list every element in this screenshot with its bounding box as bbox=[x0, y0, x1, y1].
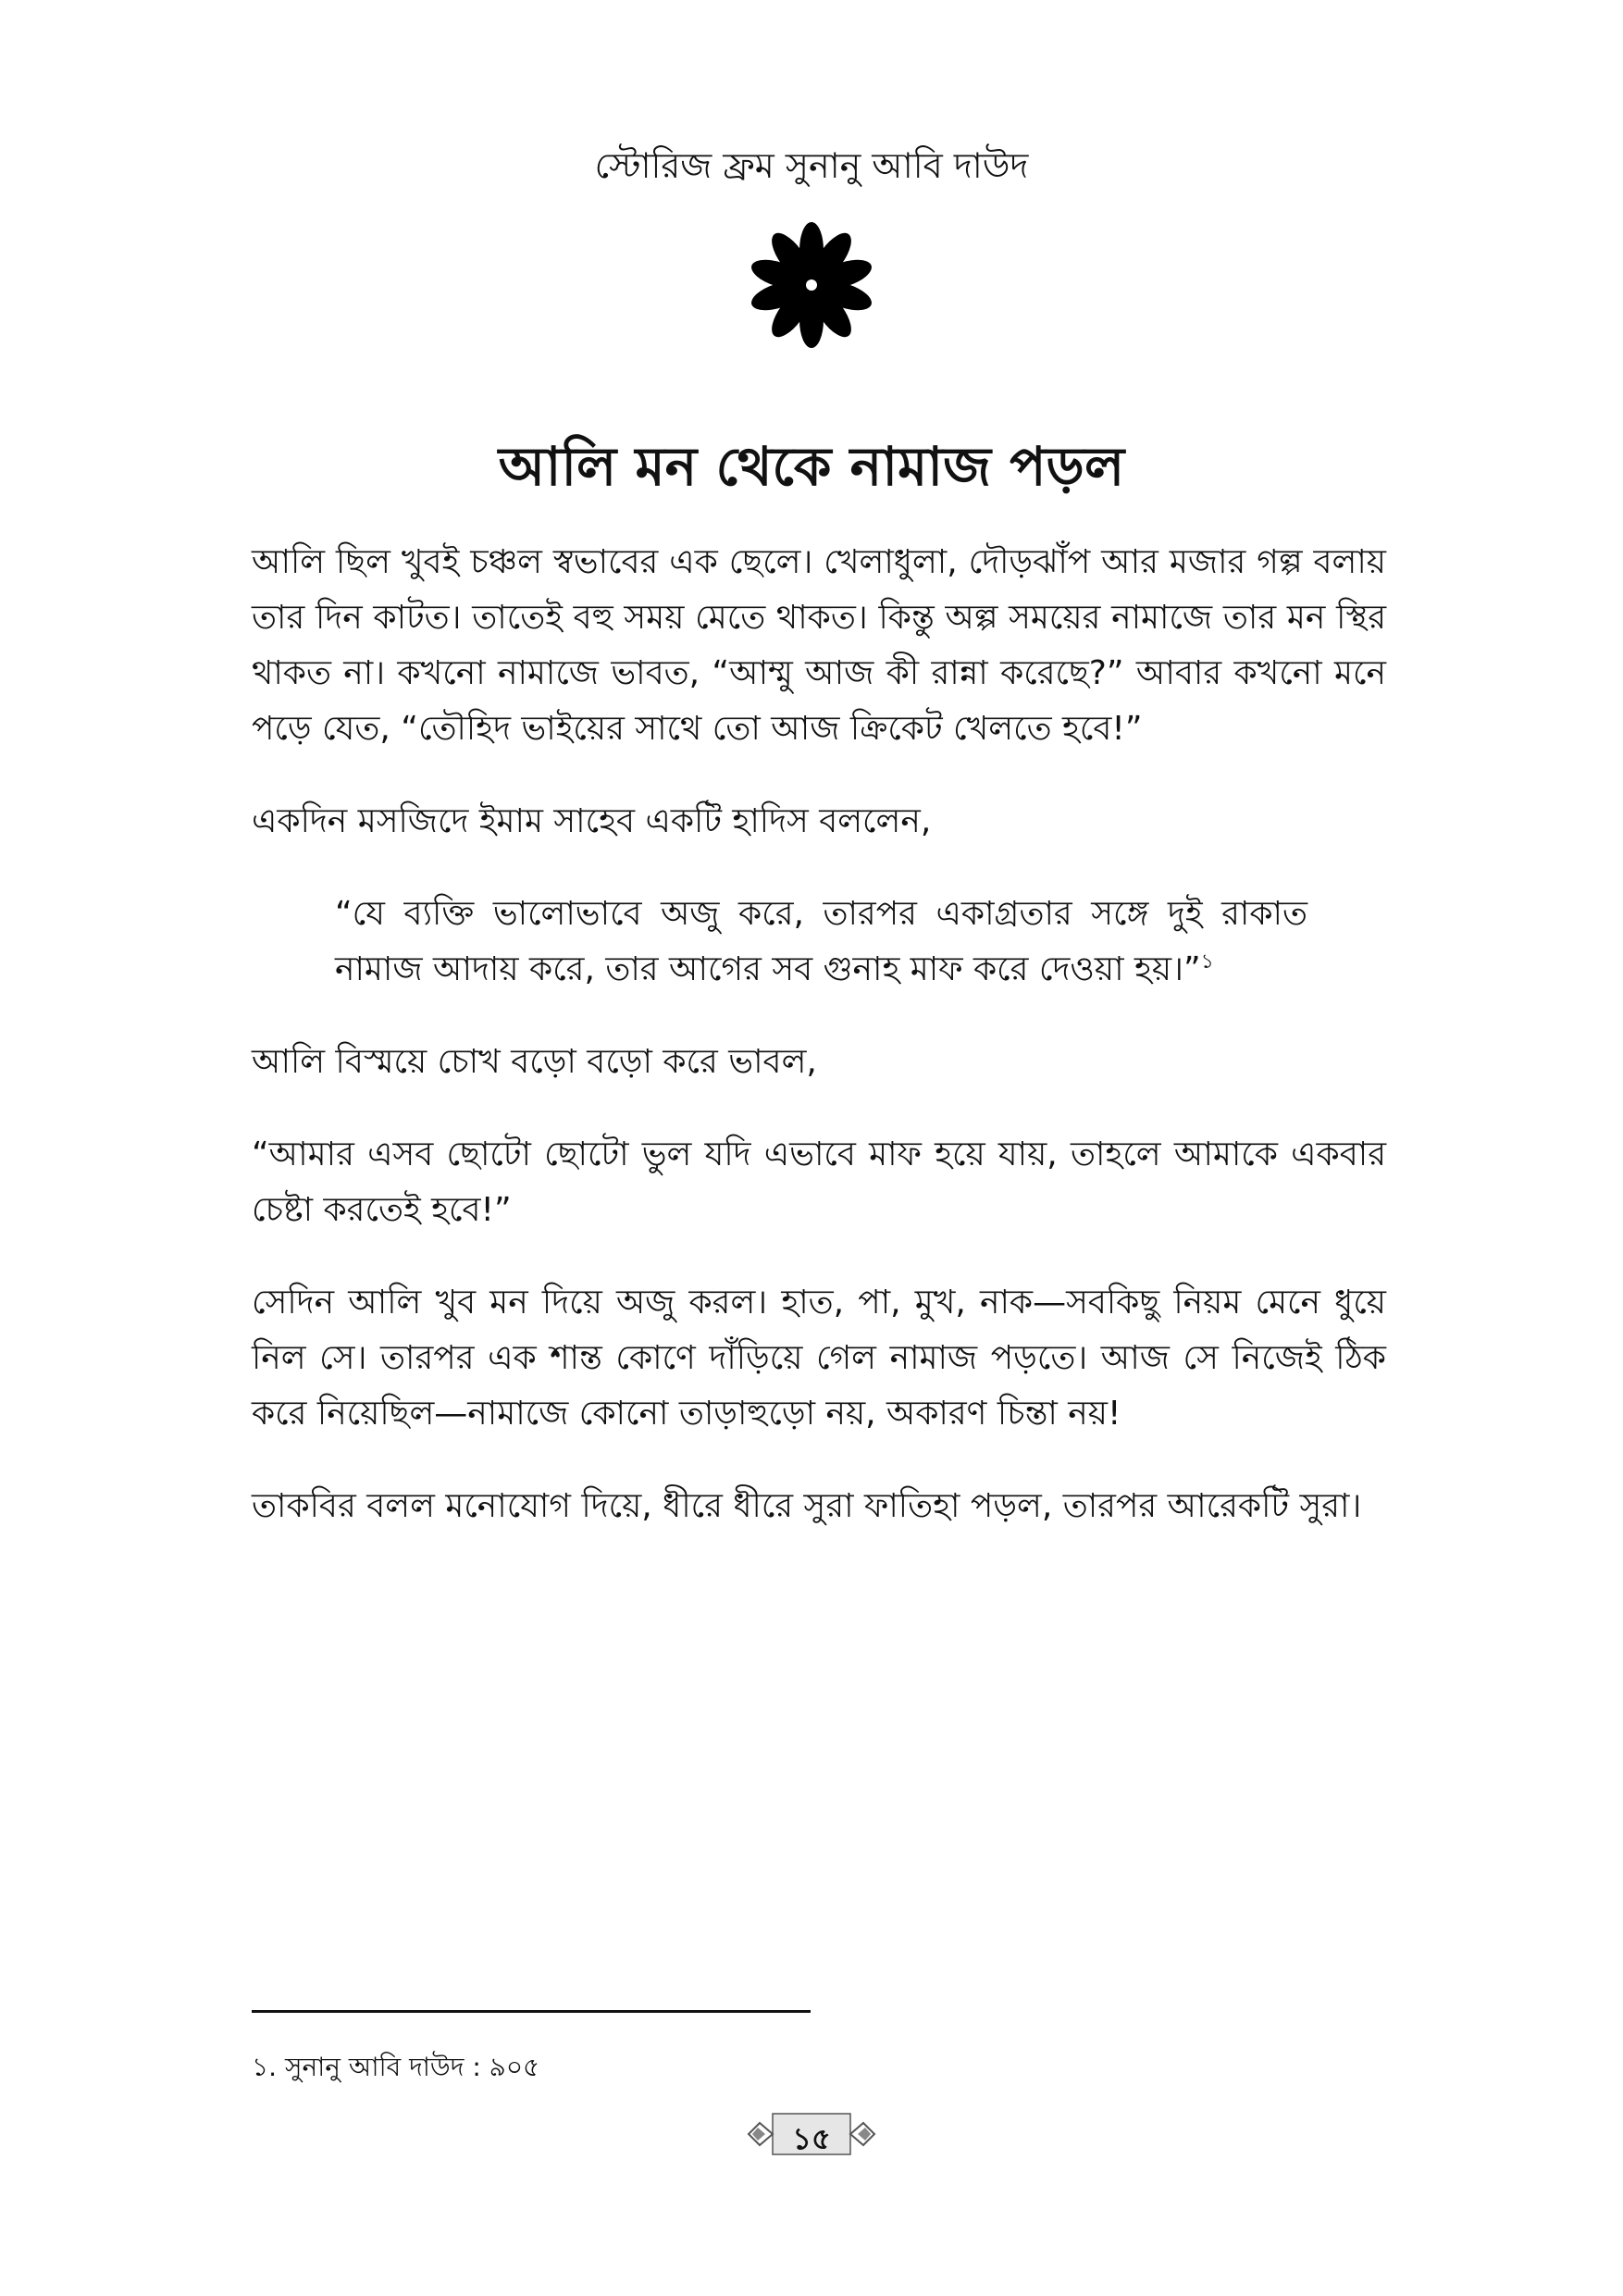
footnote-divider bbox=[252, 2010, 811, 2013]
body-text bbox=[252, 535, 1386, 1571]
hadith-quote bbox=[335, 887, 1307, 998]
paragraph-5: “আমার এসব ছোটো ছোটো ভুল যদি এভাবে মাফ হয়ে যায়, তাহলে আমাকে একবার চেষ্টা করতেই হবে!” bbox=[252, 1136, 1386, 1229]
running-header: স্টোরিজ ফ্রম সুনানু আবি দাউদ bbox=[594, 145, 1029, 186]
paragraph-4: আলি বিস্ময়ে চোখ বড়ো বড়ো করে ভাবল, bbox=[252, 1043, 817, 1081]
page-number: ১৫ bbox=[792, 2121, 831, 2156]
flower-ornament-icon bbox=[747, 220, 876, 350]
chapter-title: আলি মন থেকে নামাজ পড়ল bbox=[498, 435, 1125, 498]
page-number-badge bbox=[745, 2108, 878, 2160]
footnote: ১. সুনানু আবি দাউদ : ৯০৫ bbox=[252, 2052, 540, 2082]
paragraph-7: তাকবির বলল মনোযোগ দিয়ে, ধীরে ধীরে সুরা ফাতিহা পড়ল, তারপর আরেকটি সুরা। bbox=[252, 1487, 1362, 1525]
footnote-marker[interactable]: ১ bbox=[1200, 950, 1214, 974]
paragraph-1: আলি ছিল খুবই চঞ্চল স্বভাবের এক ছেলে। খেলাধুলা, দৌড়ঝাঁপ আর মজার গল্প বলায় তার দিন কাটত। তাতেই বহু সময় মেতে থাকত। কিন্তু অল্প সময়ের নামাজে তার মন স্থির থাকত না। কখনো নামাজে ভাবত, “আম্মু আজ কী রান্না করেছে?” আবার কখনো মনে পড়ে যেত, “তৌহিদ ভাইয়ের সাথে তো আজ ক্রিকেট খেলতে হবে!” bbox=[252, 543, 1386, 748]
hadith-quote-text: “যে ব্যক্তি ভালোভাবে অজু করে, তারপর একাগ্রতার সঙ্গে দুই রাকাত নামাজ আদায় করে, তার আগের সব গুনাহ মাফ করে দেওয়া হয়।” bbox=[335, 895, 1307, 988]
paragraph-6: সেদিন আলি খুব মন দিয়ে অজু করল। হাত, পা, মুখ, নাক—সবকিছু নিয়ম মেনে ধুয়ে নিল সে। তারপর এক শান্ত কোণে দাঁড়িয়ে গেল নামাজ পড়তে। আজ সে নিজেই ঠিক করে নিয়েছিল—নামাজে কোনো তাড়াহুড়ো নয়, অকারণ চিন্তা নয়! bbox=[252, 1284, 1386, 1433]
paragraph-2: একদিন মসজিদে ইমাম সাহেব একটি হাদিস বললেন, bbox=[252, 802, 932, 840]
